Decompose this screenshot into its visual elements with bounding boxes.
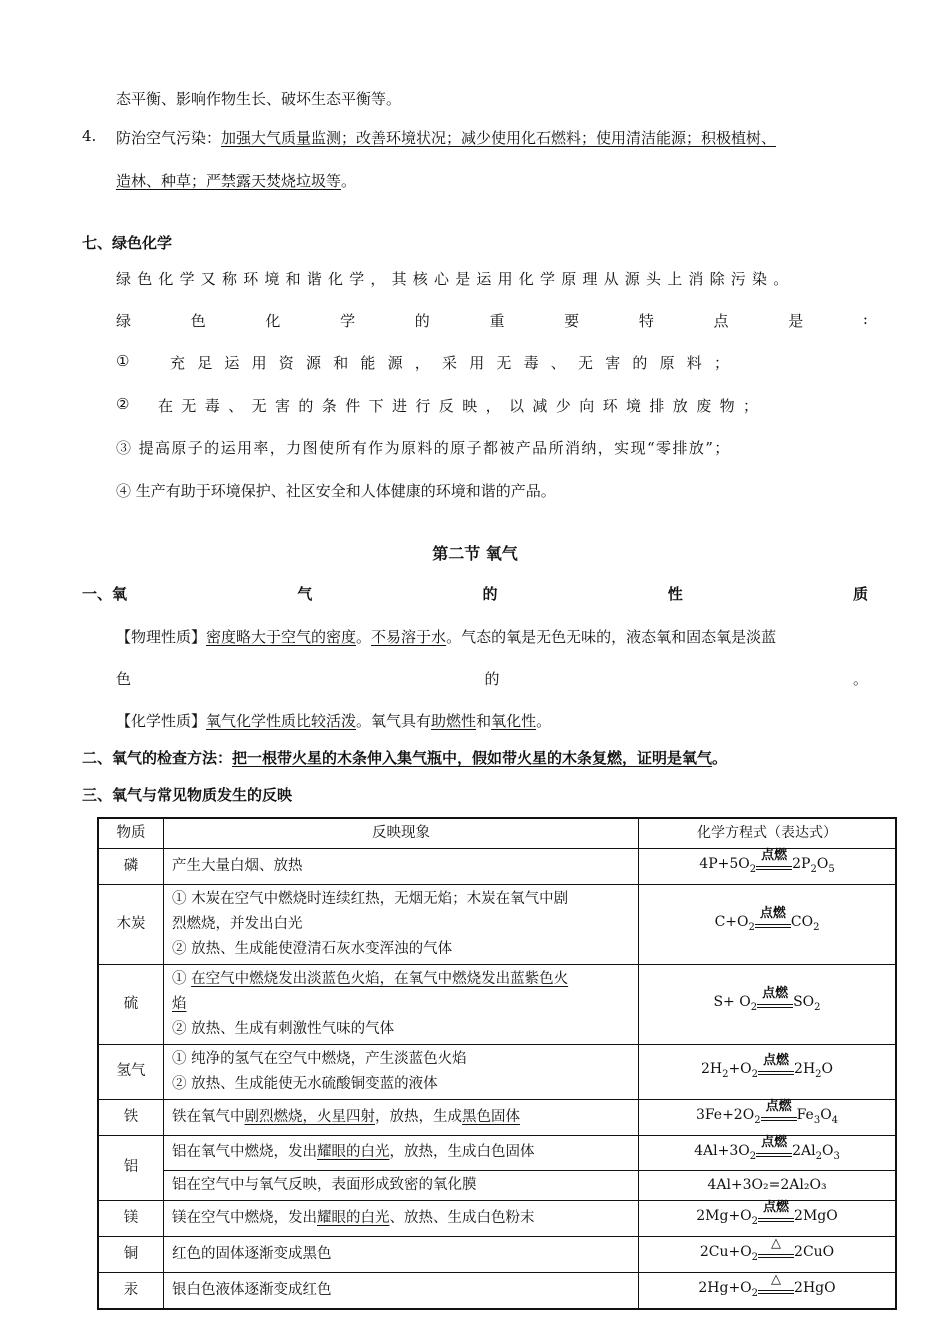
item-text-cont: 造林、种草；严禁露天焚烧垃圾等 [116,172,342,190]
header-phenomenon: 反映现象 [164,818,639,849]
phenomenon-cell: ① 木炭在空气中燃烧时连续红热，无烟无焰；木炭在氧气中剧 烈燃烧，并发出白光 ② 放热、生成能使澄清石灰水变浑浊的气体 [164,884,639,964]
table-row [98,1171,896,1201]
green-intro: 绿色化学又称环境和谐化学，其核心是运用化学原理从源头上消除污染。 [116,270,795,288]
ignite-arrow: 点燃 [755,909,791,935]
header-equation: 化学方程式（表达式） [639,818,897,849]
substance-cell: 铝 [98,1135,164,1201]
feature-4: ④ 生产有助于环境保护、社区安全和人体健康的环境和谐的产品。 [116,482,556,500]
heat-arrow: △ [758,1239,794,1265]
phenomenon-cell: 银白色液体逐渐变成红色 [164,1272,639,1308]
ignite-arrow: 点燃 [761,1102,797,1128]
list-item-4 [116,127,868,148]
substance-cell: 氢气 [98,1044,164,1099]
table-row [98,1135,896,1171]
phenomenon-cell: ① 纯净的氢气在空气中燃烧，产生淡蓝色火焰 ② 放热、生成能使无水硫酸铜变蓝的液体 [164,1044,639,1099]
ignite-arrow: 点燃 [758,1056,794,1082]
ignite-arrow: 点燃 [758,1203,794,1229]
equation-cell: $2H_2+O_2$ 点燃 $2H_2O$ [639,1044,897,1099]
feature-2: ② 在无毒、无害的条件下进行反映，以减少向环境排放废物； [116,395,767,415]
table-row [98,1237,896,1273]
substance-cell: 磷 [98,849,164,885]
ignite-arrow: 点燃 [757,989,793,1015]
equation-cell: $2Cu+O_2$ △ 2CuO [639,1237,897,1273]
table-row [98,1272,896,1308]
substance-cell: 铜 [98,1237,164,1273]
ignite-arrow: 点燃 [756,851,792,877]
section-heading: 七、绿色化学 [82,234,173,252]
feature-1: ① 充足运用资源和能源，采用无毒、无害的原料； [116,352,742,372]
phenomenon-cell: 铝在氧气中燃烧，发出耀眼的白光，放热，生成白色固体 [164,1135,639,1171]
physical-properties: 【物理性质】密度略大于空气的密度。不易溶于水。气态的氧是无色无味的，液态氧和固态氧是淡蓝 [116,628,777,646]
equation-cell: $4P+5O_2$ 点燃 $2P_2O_5$ [639,849,897,885]
list-item-4-cont: 造林、种草；严禁露天焚烧垃圾等。 [116,172,357,190]
green-features-heading: 绿 色 化 学 的 重 要 特 点 是 : [116,310,868,330]
phenomenon-cell: 铝在空气中与氧气反映，表面形成致密的氧化膜 [164,1171,639,1201]
phenomenon-cell: ① 在空气中燃烧发出淡蓝色火焰，在氧气中燃烧发出蓝紫色火 焰 ② 放热、生成有刺激性气味的气体 [164,964,639,1044]
heat-arrow: △ [758,1275,794,1301]
equation-cell: 4Al+3O₂=2Al₂O₃ [639,1171,897,1201]
equation-cell: $2Hg+O_2$ △ 2HgO [639,1272,897,1308]
table-row [98,1099,896,1135]
substance-cell: 汞 [98,1272,164,1308]
list-number: 4. [82,127,97,145]
equation-cell: $C+O_2$ 点燃 $CO_2$ [639,884,897,964]
heading-oxygen-test: 二、氧气的检查方法：把一根带火星的木条伸入集气瓶中，假如带火星的木条复燃，证明是氧气。 [82,749,728,767]
heading-properties: 一、氧 气 的 性 质 [82,585,868,603]
ignite-arrow: 点燃 [756,1138,792,1164]
substance-cell: 硫 [98,964,164,1044]
table-header-row [98,818,896,849]
table-row [98,1201,896,1237]
phenomenon-cell: 产生大量白烟、放热 [164,849,639,885]
equation-cell: $2Mg+O_2$ 点燃 2MgO [639,1201,897,1237]
section-title: 第二节 氧气 [432,544,518,563]
equation-cell: $4Al+3O_2$ 点燃 $2Al_2O_3$ [639,1135,897,1171]
equation-cell: $S+ O_2$ 点燃 $SO_2$ [639,964,897,1044]
item-text: 加强大气质量监测；改善环境状况；减少使用化石燃料；使用清洁能源；积极植树、 [221,129,777,147]
table-row [98,884,896,964]
reactions-table [97,817,897,1310]
chemical-properties: 【化学性质】氧气化学性质比较活泼。氧气具有助燃性和氧化性。 [116,712,552,730]
phenomenon-cell: 铁在氧气中剧烈燃烧，火星四射，放热，生成黑色固体 [164,1099,639,1135]
header-substance: 物质 [98,818,164,849]
substance-cell: 木炭 [98,884,164,964]
feature-3: ③ 提高原子的运用率，力图使所有作为原料的原子都被产品所消纳，实现“零排放”； [116,439,731,457]
substance-cell: 镁 [98,1201,164,1237]
table-row [98,964,896,1044]
phenomenon-cell: 红色的固体逐渐变成黑色 [164,1237,639,1273]
heading-reactions: 三、氧气与常见物质发生的反映 [82,786,293,804]
item-label: 防治空气污染： [116,129,222,147]
equation-cell: $3Fe+2O_2$ 点燃 $Fe_3O_4$ [639,1099,897,1135]
phenomenon-cell: 镁在空气中燃烧，发出耀眼的白光、放热、生成白色粉末 [164,1201,639,1237]
continued-paragraph: 态平衡、影响作物生长、破坏生态平衡等。 [116,90,402,108]
physical-properties-cont: 色 的 。 [116,670,868,688]
table-row [98,1044,896,1099]
table-row [98,849,896,885]
substance-cell: 铁 [98,1099,164,1135]
